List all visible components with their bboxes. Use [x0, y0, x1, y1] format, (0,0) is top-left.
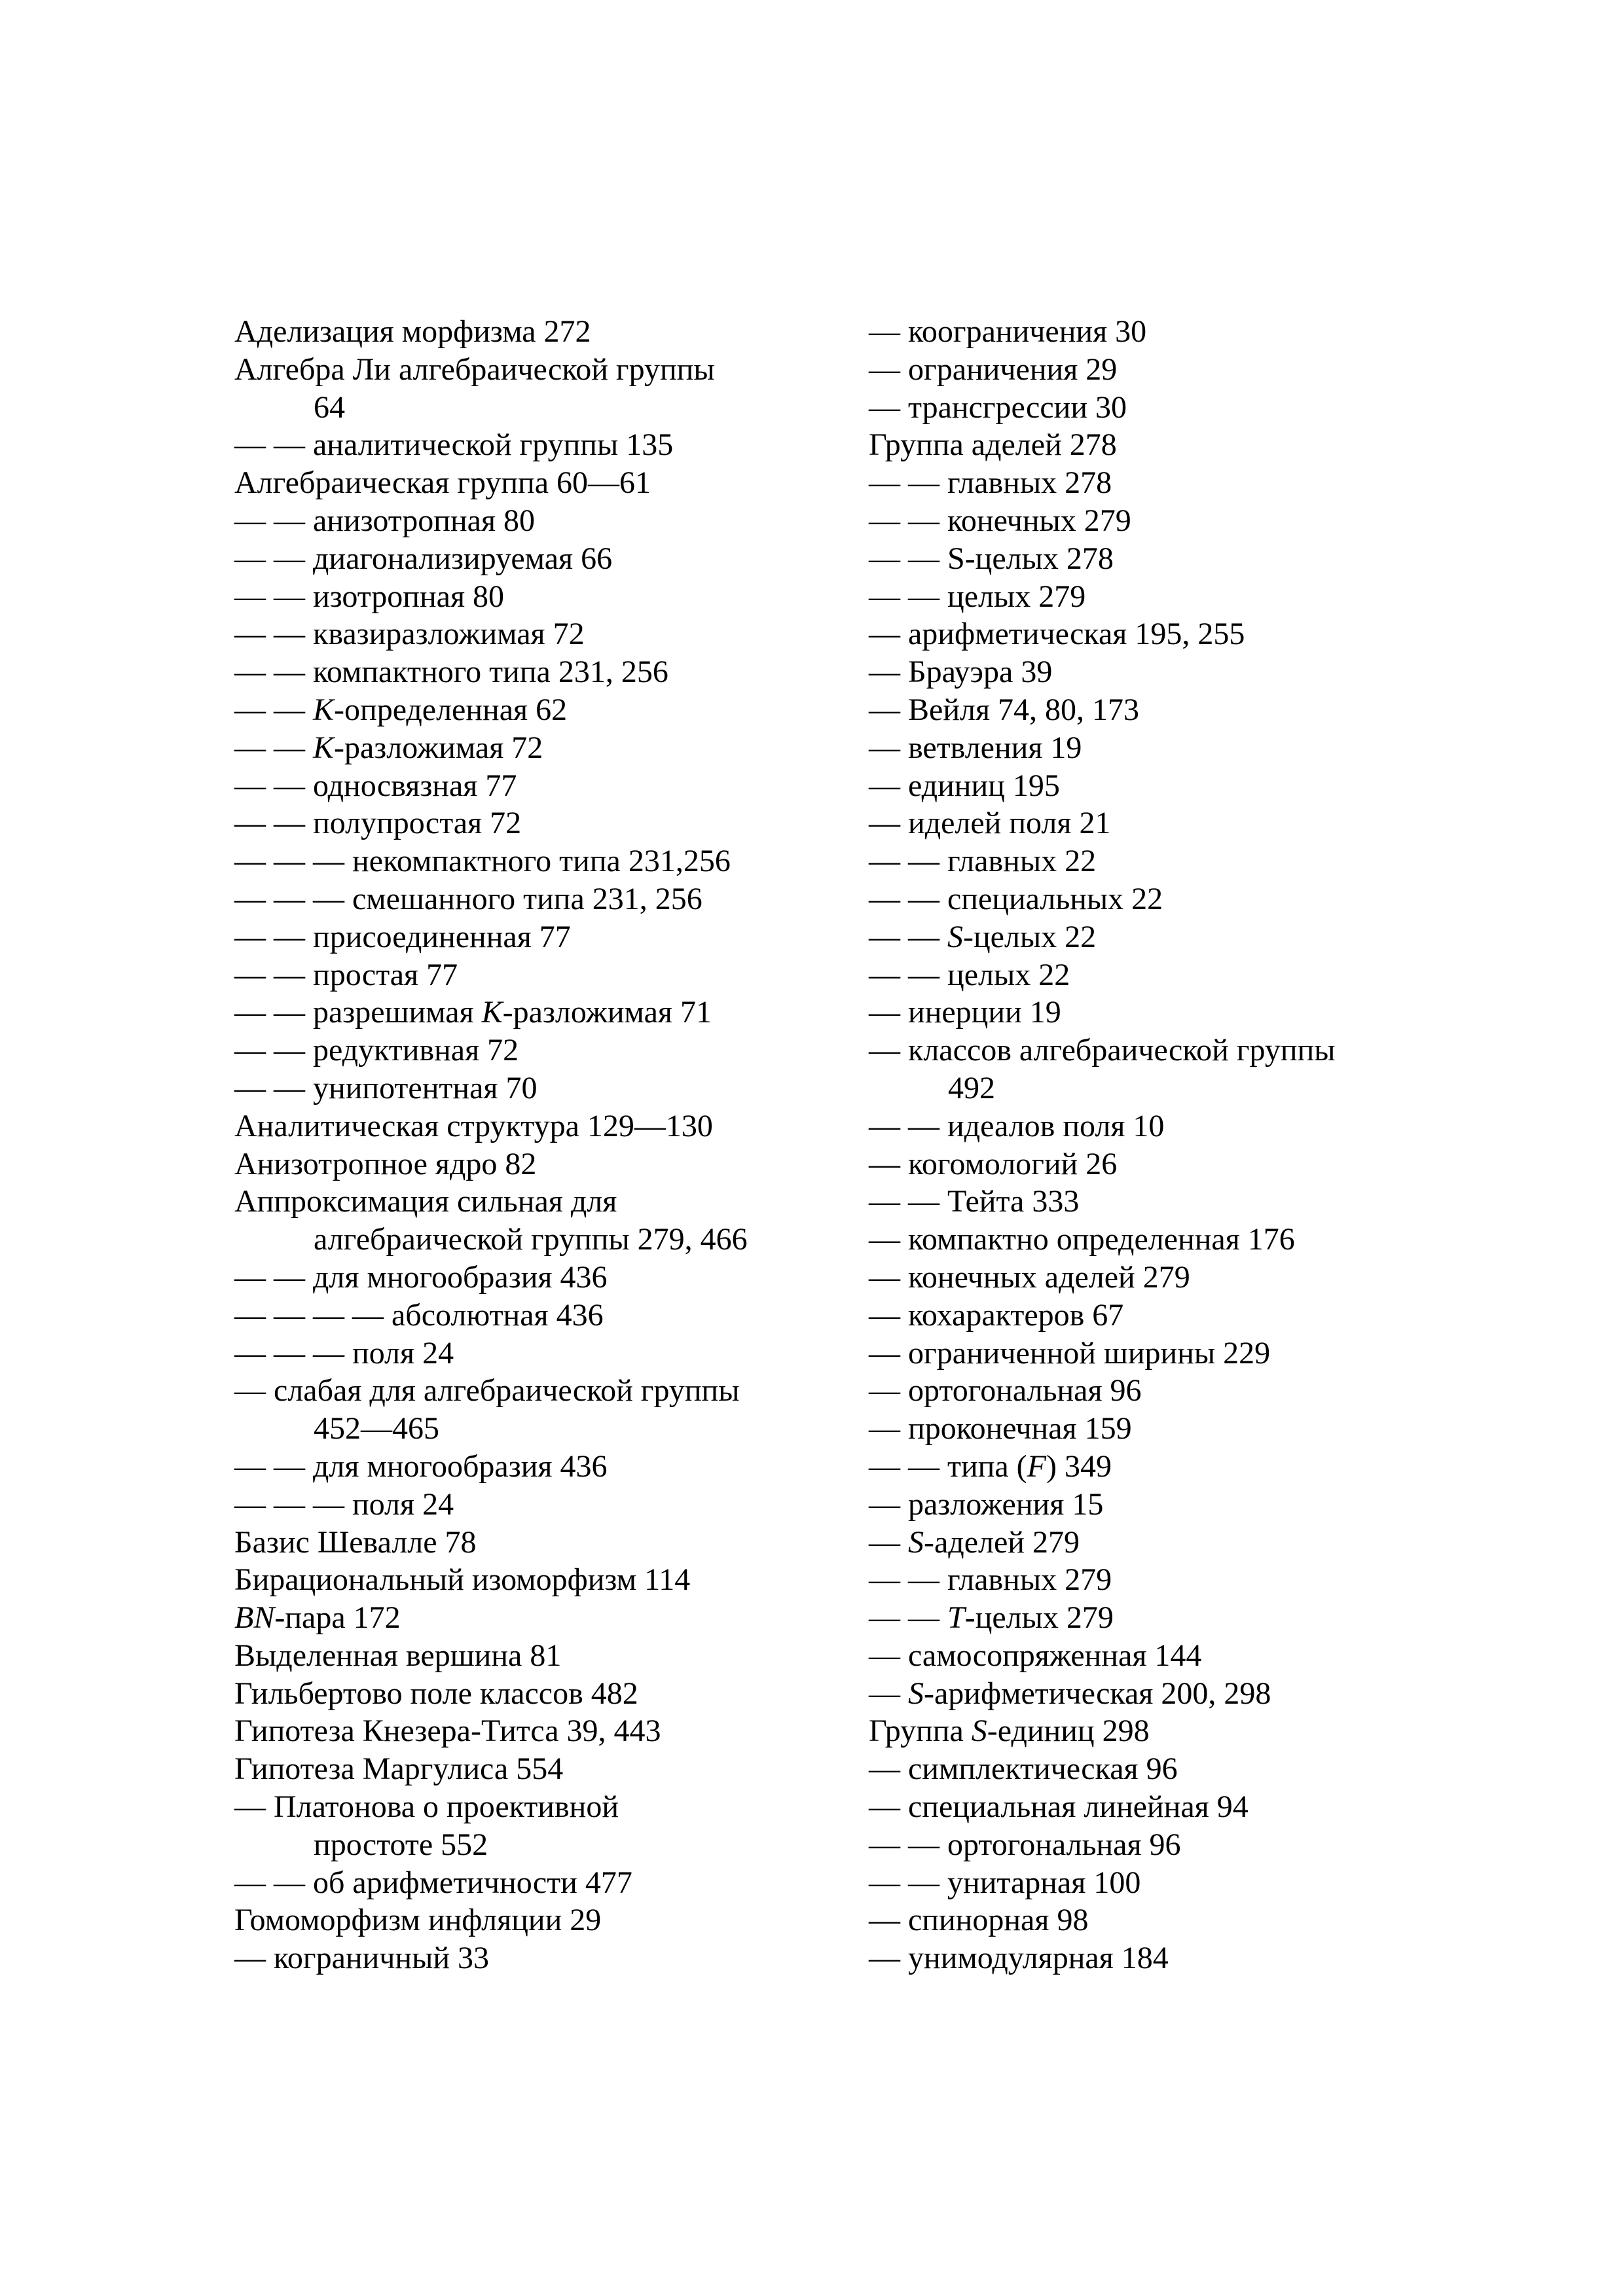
- index-entry: — — главных 22: [869, 844, 1097, 879]
- index-entry: — — целых 22: [869, 957, 1070, 992]
- index-entry-continuation: 64: [314, 389, 345, 425]
- index-entry: — Брауэра 39: [869, 655, 1053, 690]
- index-entry-prefix: — —: [234, 730, 313, 765]
- index-column-right: [869, 313, 1458, 1977]
- index-entry: — спинорная 98: [869, 1903, 1089, 1938]
- index-entry-prefix: — —: [234, 692, 313, 727]
- index-entry: [869, 1675, 1458, 1713]
- index-entry: — когомологий 26: [869, 1146, 1118, 1181]
- index-entry-italic-symbol: S: [908, 1524, 924, 1560]
- index-entry: [869, 1524, 1458, 1562]
- index-entry: — самосопряженная 144: [869, 1638, 1202, 1673]
- index-entry: — проконечная 159: [869, 1411, 1132, 1446]
- index-entry: Бирациональный изоморфизм 114: [234, 1562, 691, 1598]
- index-entry: — кограничный 33: [234, 1941, 490, 1976]
- index-entry: — трансгрессии 30: [869, 389, 1127, 425]
- index-entry: — — унипотентная 70: [234, 1070, 538, 1105]
- index-entry: Гипотеза Маргулиса 554: [234, 1751, 564, 1787]
- index-entry: — Вейля 74, 80, 173: [869, 692, 1140, 727]
- index-entry: [234, 1599, 824, 1637]
- index-entry-suffix: -единиц 298: [987, 1713, 1150, 1749]
- index-entry: Алгебра Ли алгебраической группы: [234, 351, 715, 387]
- index-entry: — ограниченной ширины 229: [869, 1335, 1271, 1371]
- index-entry: Выделенная вершина 81: [234, 1638, 562, 1673]
- index-entry: — — — — абсолютная 436: [234, 1297, 604, 1333]
- index-entry-prefix: — —: [869, 919, 947, 954]
- index-entry: — — главных 278: [869, 465, 1112, 501]
- index-entry: — единиц 195: [869, 768, 1060, 803]
- index-entry: — симплектическая 96: [869, 1751, 1178, 1787]
- index-entry: — — аналитической группы 135: [234, 427, 674, 463]
- index-entry: Аналитическая структура 129—130: [234, 1108, 713, 1143]
- index-entry-continuation: алгебраической группы 279, 466: [314, 1222, 748, 1257]
- index-entry: Аделизация морфизма 272: [234, 314, 591, 349]
- index-entry: — специальная линейная 94: [869, 1789, 1249, 1825]
- index-entry: — — полупростая 72: [234, 806, 522, 841]
- index-entry: — — специальных 22: [869, 881, 1163, 916]
- index-entry-suffix: -арифметическая 200, 298: [924, 1676, 1271, 1711]
- index-entry-suffix: -разложимая 72: [334, 730, 543, 765]
- index-entry: — ветвления 19: [869, 730, 1082, 765]
- index-entry-italic-symbol: K: [313, 730, 335, 765]
- index-entry-italic-symbol: K: [481, 995, 503, 1030]
- index-entry: — — — поля 24: [234, 1335, 454, 1371]
- index-entry: — — квазиразложимая 72: [234, 617, 585, 652]
- index-entry: — — S-целых 278: [869, 541, 1114, 576]
- index-entry: — — Тейта 333: [869, 1184, 1080, 1219]
- index-entry: — арифметическая 195, 255: [869, 617, 1245, 652]
- index-entry-italic-symbol: S: [971, 1713, 987, 1749]
- index-entry-italic-symbol: S: [908, 1676, 924, 1711]
- index-entry: — — компактного типа 231, 256: [234, 655, 668, 690]
- index-entry-prefix: — — типа (: [869, 1448, 1027, 1484]
- index-entry-italic-symbol: BN: [234, 1600, 275, 1636]
- index-entry-suffix: -аделей 279: [924, 1524, 1080, 1560]
- index-entry-suffix: -целых 22: [963, 919, 1097, 954]
- index-entry-suffix: -пара 172: [274, 1600, 401, 1636]
- index-entry: Группа аделей 278: [869, 427, 1117, 463]
- index-entry: — компактно определенная 176: [869, 1222, 1295, 1257]
- index-entry: — — присоединенная 77: [234, 919, 571, 954]
- index-entry: — кохарактеров 67: [869, 1297, 1124, 1333]
- index-entry: Аппроксимация сильная для: [234, 1184, 617, 1219]
- index-entry: Гильбертово поле классов 482: [234, 1676, 638, 1711]
- index-entry-suffix: -целых 279: [964, 1600, 1114, 1636]
- index-entry: — — простая 77: [234, 957, 458, 992]
- index-entry-italic-symbol: S: [947, 919, 963, 954]
- index-entry-prefix: Группа: [869, 1713, 972, 1749]
- index-entry: [869, 1712, 1458, 1750]
- index-entry: Анизотропное ядро 82: [234, 1146, 537, 1181]
- index-entry-italic-symbol: F: [1027, 1448, 1046, 1484]
- index-entry: Гипотеза Кнезера-Титса 39, 443: [234, 1713, 661, 1749]
- index-entry: — — — некомпактного типа 231,256: [234, 844, 731, 879]
- index-entry: — — диагонализируемая 66: [234, 541, 613, 576]
- index-entry-suffix: -определенная 62: [334, 692, 568, 727]
- index-entry: — — анизотропная 80: [234, 503, 536, 538]
- index-entry-prefix: — —: [869, 1600, 947, 1636]
- index-entry-continuation: простоте 552: [314, 1827, 488, 1862]
- index-entry-prefix: — — разрешимая: [234, 995, 482, 1030]
- index-entry: — — для многообразия 436: [234, 1448, 608, 1484]
- index-entry-prefix: —: [869, 1524, 908, 1560]
- index-entry: — — конечных 279: [869, 503, 1131, 538]
- index-entry: — унимодулярная 184: [869, 1941, 1169, 1976]
- index-entry-continuation: 492: [948, 1070, 995, 1105]
- index-entry-suffix: ) 349: [1046, 1448, 1112, 1484]
- index-entry: — конечных аделей 279: [869, 1259, 1190, 1295]
- index-entry: — ограничения 29: [869, 351, 1118, 387]
- index-entry: — — редуктивная 72: [234, 1033, 519, 1068]
- index-entry-prefix: —: [869, 1676, 908, 1711]
- index-entry-italic-symbol: T: [947, 1600, 965, 1636]
- index-entry: Алгебраическая группа 60—61: [234, 465, 651, 501]
- index-entry: — ортогональная 96: [869, 1373, 1142, 1408]
- index-entry: — слабая для алгебраической группы: [234, 1373, 740, 1408]
- index-entry: [234, 691, 824, 729]
- index-entry-suffix: -разложимая 71: [502, 995, 712, 1030]
- index-entry: — — — смешанного типа 231, 256: [234, 881, 702, 916]
- index-entry: — Платонова о проективной: [234, 1789, 619, 1825]
- index-entry-italic-symbol: K: [313, 692, 335, 727]
- index-entry: — — — поля 24: [234, 1486, 454, 1522]
- index-entry: Гомоморфизм инфляции 29: [234, 1903, 602, 1938]
- index-entry: — — односвязная 77: [234, 768, 517, 803]
- index-entry: — инерции 19: [869, 995, 1061, 1030]
- index-entry: — — целых 279: [869, 579, 1086, 614]
- index-entry: — — об арифметичности 477: [234, 1865, 632, 1900]
- index-entry: [869, 1448, 1458, 1486]
- index-entry: — — главных 279: [869, 1562, 1112, 1598]
- index-entry: — — для многообразия 436: [234, 1259, 608, 1295]
- index-entry: [869, 1599, 1458, 1637]
- index-entry: — разложения 15: [869, 1486, 1104, 1522]
- index-column-left: [234, 313, 824, 1977]
- index-entry: — — изотропная 80: [234, 579, 505, 614]
- index-entry: — — идеалов поля 10: [869, 1108, 1165, 1143]
- index-entry-continuation: 452—465: [314, 1411, 439, 1446]
- index-entry: [234, 729, 824, 767]
- index-entry: — иделей поля 21: [869, 806, 1111, 841]
- index-entry: [234, 994, 824, 1031]
- index-entry: — коограничения 30: [869, 314, 1147, 349]
- index-entry: Базис Шевалле 78: [234, 1524, 477, 1560]
- index-entry: — классов алгебраической группы: [869, 1033, 1336, 1068]
- index-entry: — — унитарная 100: [869, 1865, 1141, 1900]
- index-entry: [869, 918, 1458, 956]
- index-entry: — — ортогональная 96: [869, 1827, 1181, 1862]
